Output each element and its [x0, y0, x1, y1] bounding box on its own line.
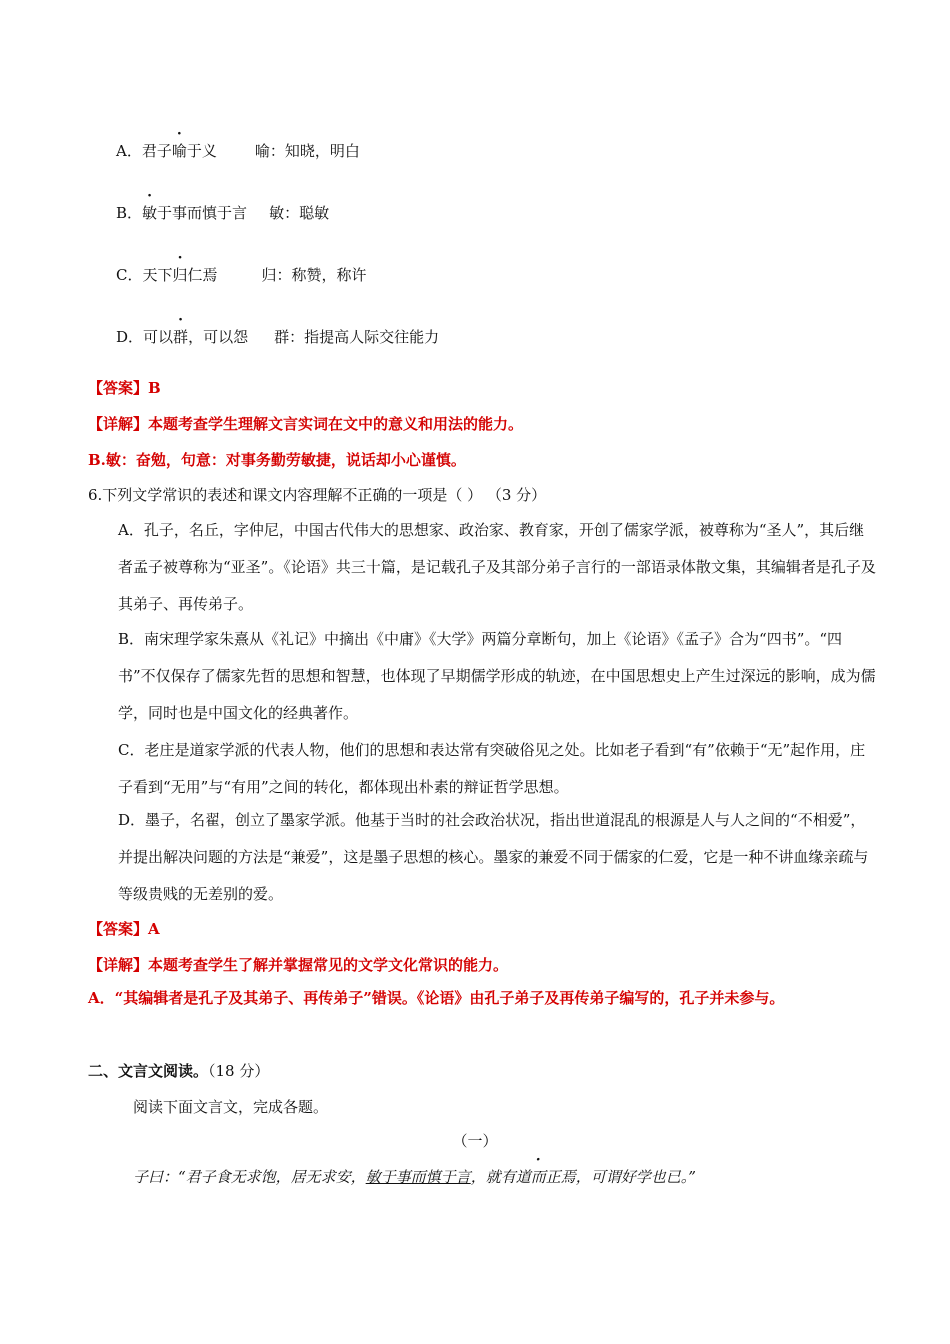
dotted-char: 归	[172, 266, 188, 284]
q6-option-b: B．南宋理学家朱熹从《礼记》中摘出《中庸》《大学》两篇分章断句，加上《论语》《孟子》合为“四书”。“四书”不仅保存了儒家先哲的思想和智慧，也体现了早期儒学形成的轨迹，在中国思想史上产生过深远的影响，成为儒学，同时也是中国文化的经典著作。	[118, 630, 876, 722]
option-gloss: 群：指提高人际交往能力	[274, 328, 440, 346]
section-instruction: 阅读下面文言文，完成各题。	[133, 1098, 329, 1116]
option-c	[116, 264, 950, 285]
dotted-char: 敏	[142, 204, 158, 222]
q5-explanation: B.敏：奋勉，句意：对事务勤劳敏捷，说话却小心谨慎。	[88, 451, 466, 469]
option-label: B．	[116, 204, 143, 222]
option-text: ，可以怨	[188, 328, 249, 346]
option-a	[116, 140, 950, 161]
dotted-char: 而	[530, 1168, 546, 1186]
option-gloss: 归：称赞，称许	[261, 266, 367, 284]
option-text: 可以	[143, 328, 174, 346]
option-text: 于义	[186, 142, 217, 160]
passage-number: （一）	[452, 1132, 498, 1150]
q6-detail: 【详解】本题考查学生了解并掌握常见的文学文化常识的能力。	[88, 956, 509, 974]
option-text: 君子	[141, 142, 172, 160]
option-gloss: 敏：聪敏	[269, 204, 330, 222]
dotted-char: 喻	[171, 142, 187, 160]
option-label: C．	[116, 266, 143, 284]
option-b	[116, 202, 950, 223]
option-gloss: 喻：知晓，明白	[254, 142, 360, 160]
section-score: （18 分）	[208, 1062, 270, 1080]
passage-segment: ，就有道	[470, 1168, 531, 1186]
q6-stem: 6.下列文学常识的表述和课文内容理解不正确的一项是（ ） （3 分）	[88, 486, 547, 504]
section-heading	[88, 1060, 950, 1081]
q6-option-c: C．老庄是道家学派的代表人物，他们的思想和表达常有突破俗见之处。比如老子看到“有”依赖于“无”起作用，庄子看到“无用”与“有用”之间的转化，都体现出朴素的辩证哲学思想。	[118, 741, 866, 796]
q5-detail: 【详解】本题考查学生理解文言实词在文中的意义和用法的能力。	[88, 415, 524, 433]
underlined-phrase: 敏于事而慎于言	[365, 1168, 471, 1186]
section-title: 二、文言文阅读。	[88, 1062, 209, 1080]
option-text: 仁焉	[187, 266, 218, 284]
q6-option-a: A．孔子，名丘，字仲尼，中国古代伟大的思想家、政治家、教育家，开创了儒家学派，被尊称为“圣人”，其后继者孟子被尊称为“亚圣”。《论语》共三十篇，是记载孔子及其部分弟子言行的一部语录体散文集，其编辑者是孔子及其弟子、再传弟子。	[118, 521, 876, 613]
q6-option-d: D．墨子，名翟，创立了墨家学派。他基于当时的社会政治状况，指出世道混乱的根源是人与人之间的“不相爱”，并提出解决问题的方法是“兼爱”，这是墨子思想的核心。墨家的兼爱不同于儒家的仁爱，它是一种不讲血缘亲疏与等级贵贱的无差别的爱。	[118, 811, 869, 903]
passage-segment: 正焉，可谓好学也已。”	[545, 1168, 696, 1186]
option-text: 天下	[142, 266, 173, 284]
option-label: A．	[116, 142, 142, 160]
passage-segment: 子曰：“君子食无求饱，居无求安，	[133, 1168, 366, 1186]
q6-explanation: A．“其编辑者是孔子及其弟子、再传弟子”错误。《论语》由孔子弟子及再传弟子编写的，孔子并未参与。	[88, 989, 785, 1007]
option-d	[116, 326, 950, 347]
q6-answer: 【答案】A	[88, 920, 160, 938]
q5-answer: 【答案】B	[88, 379, 161, 397]
passage-text	[133, 1166, 950, 1187]
dotted-char: 群	[173, 328, 189, 346]
option-label: D．	[116, 328, 144, 346]
option-text: 于事而慎于言	[157, 204, 248, 222]
